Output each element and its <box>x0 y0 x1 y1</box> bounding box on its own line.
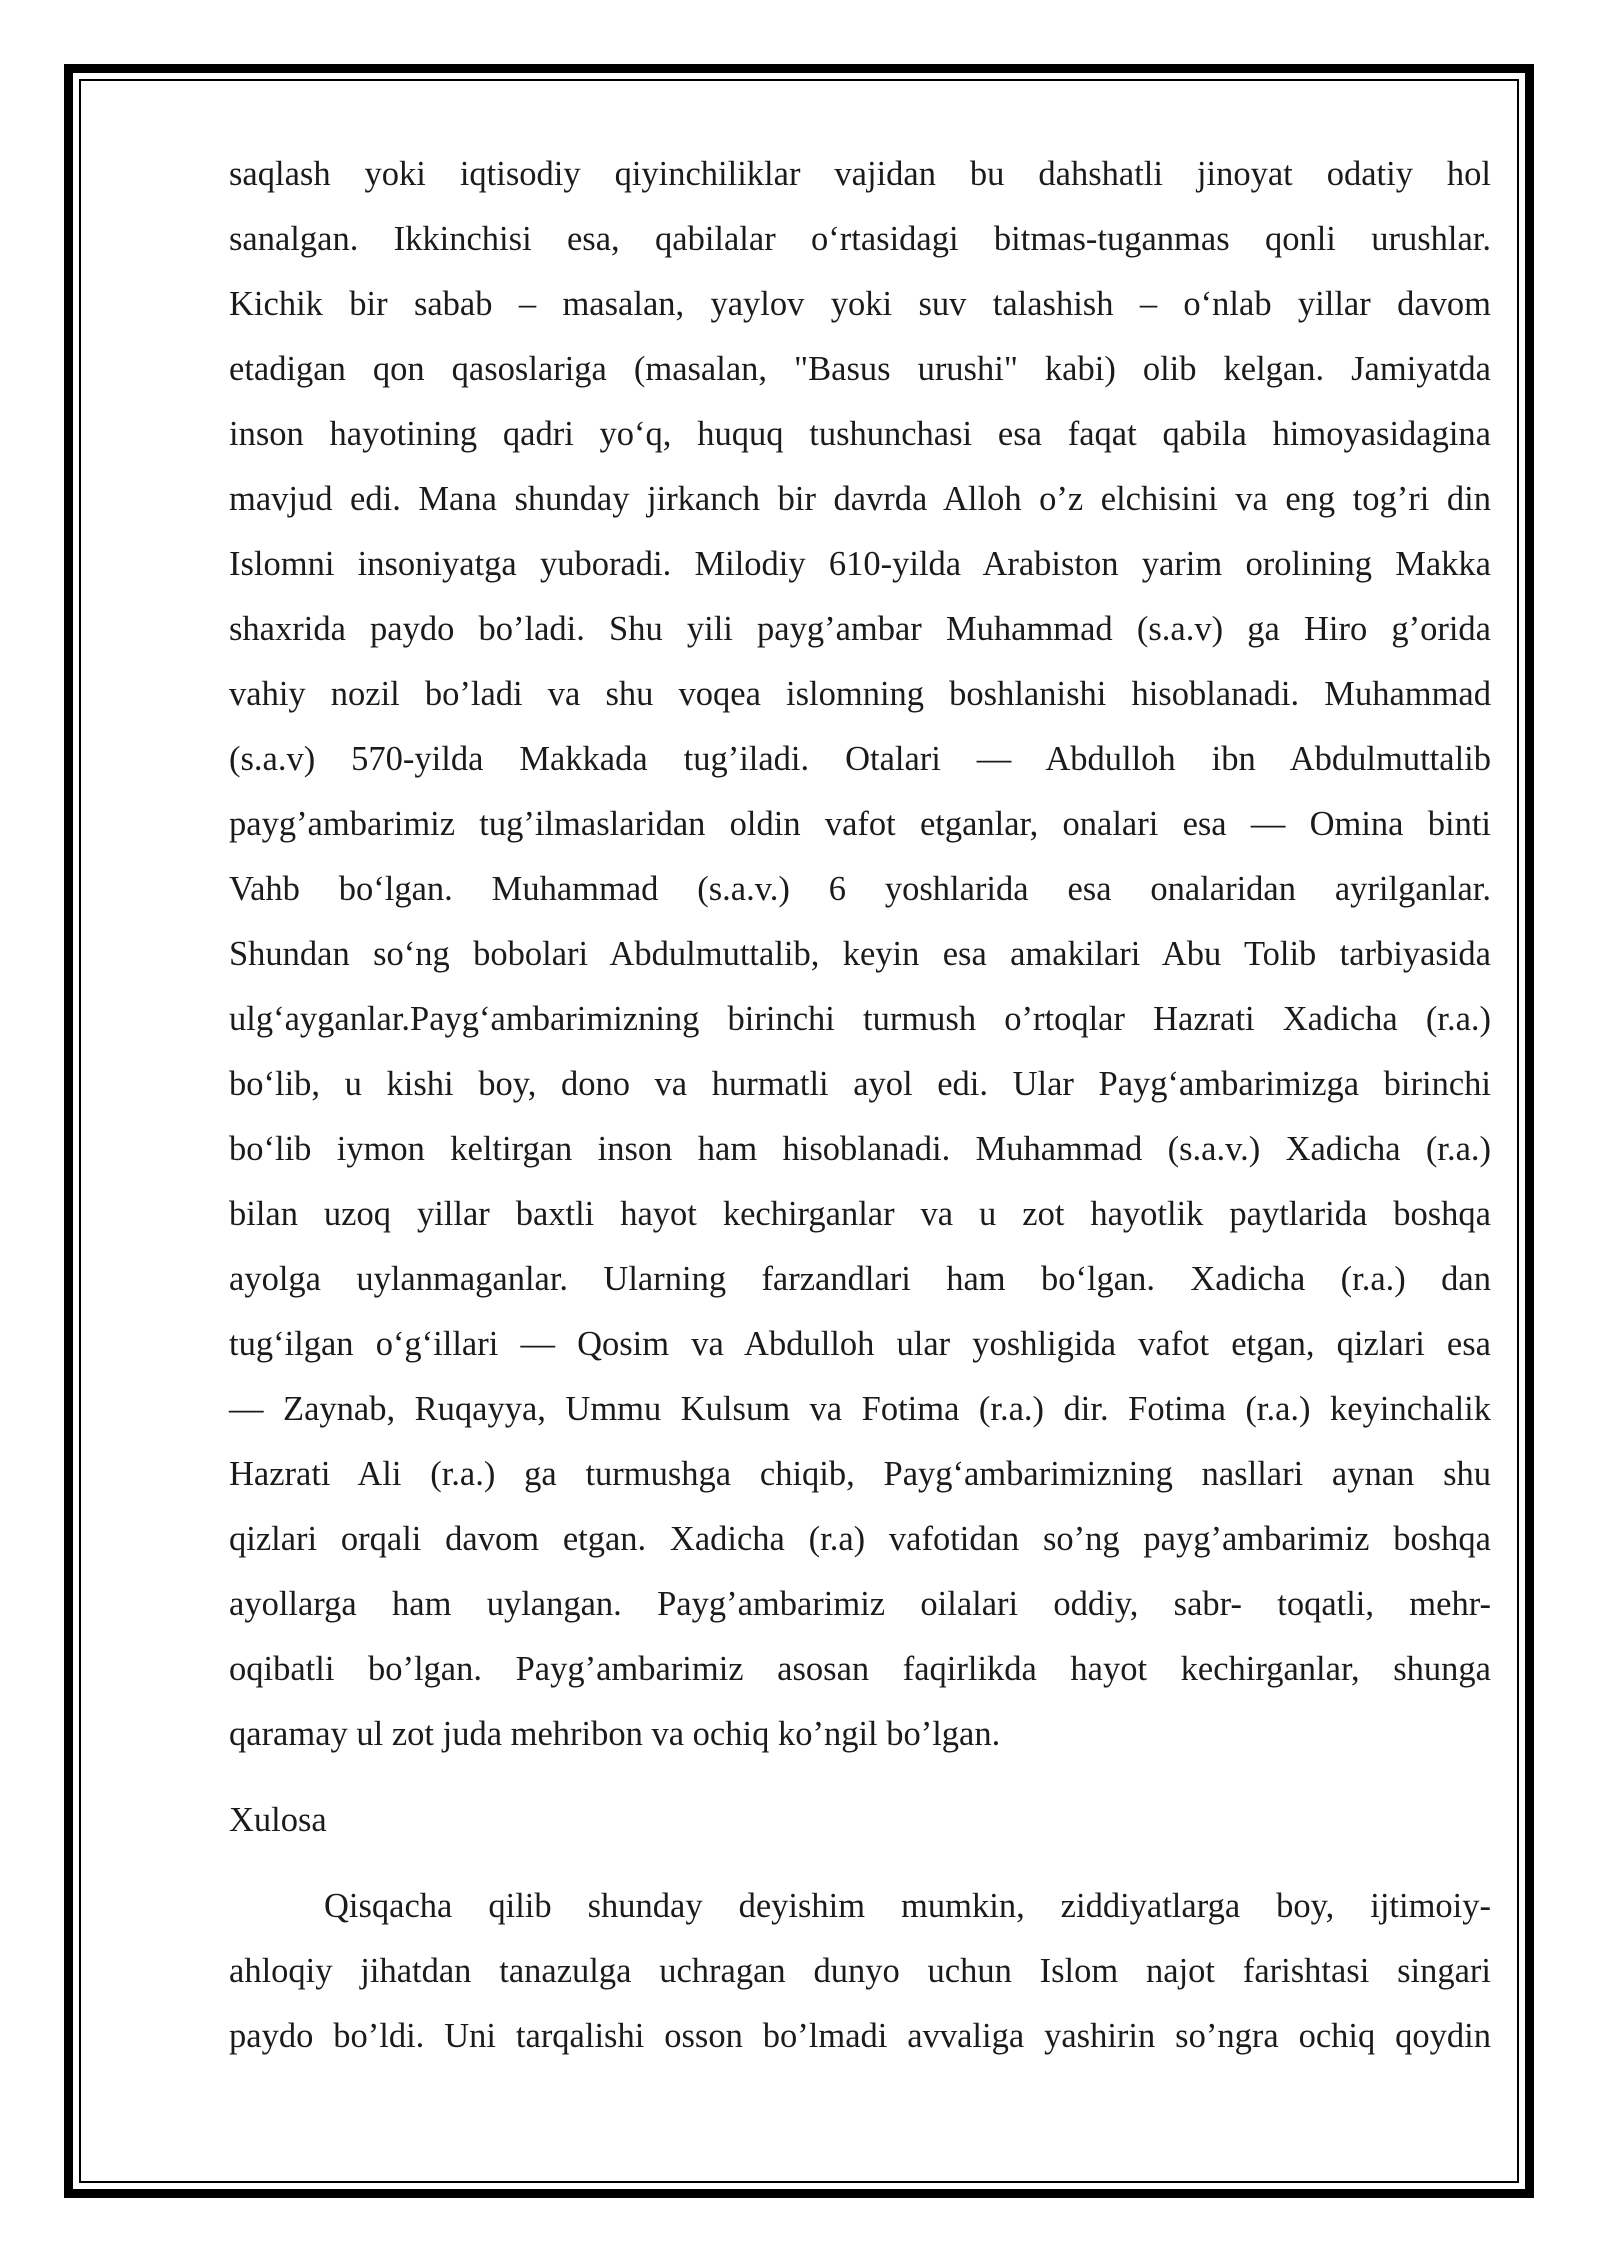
text-line: ulg‘ayganlar.Payg‘ambarimizning birinchi turmush o’rtoqlar Hazrati Xadicha (r.a.) <box>229 1000 1491 1038</box>
text-line: ayollarga ham uylangan. Payg’ambarimiz oilalari oddiy, sabr- toqatli, mehr- <box>229 1585 1491 1623</box>
conclusion-paragraph <box>229 1874 1491 2069</box>
section-heading: Xulosa <box>229 1801 327 1839</box>
text-line: Hazrati Ali (r.a.) ga turmushga chiqib, Payg‘ambarimizning nasllari aynan shu <box>229 1455 1491 1493</box>
text-line: oqibatli bo’lgan. Payg’ambarimiz asosan faqirlikda hayot kechirganlar, shunga <box>229 1650 1491 1688</box>
text-line: ahloqiy jihatdan tanazulga uchragan dunyo uchun Islom najot farishtasi singari <box>229 1952 1491 1990</box>
text-line: Kichik bir sabab – masalan, yaylov yoki suv talashish – o‘nlab yillar davom <box>229 285 1491 323</box>
text-line: bilan uzoq yillar baxtli hayot kechirganlar va u zot hayotlik paytlarida boshqa <box>229 1195 1491 1233</box>
text-line: inson hayotining qadri yo‘q, huquq tushunchasi esa faqat qabila himoyasidagina <box>229 415 1491 453</box>
text-line: shaxrida paydo bo’ladi. Shu yili payg’ambar Muhammad (s.a.v) ga Hiro g’orida <box>229 610 1491 648</box>
text-line: payg’ambarimiz tug’ilmaslaridan oldin vafot etganlar, onalari esa — Omina binti <box>229 805 1491 843</box>
text-line-last: qaramay ul zot juda mehribon va ochiq ko’ngil bo’lgan. <box>229 1715 1001 1753</box>
text-line: bo‘lib, u kishi boy, dono va hurmatli ayol edi. Ular Payg‘ambarimizga birinchi <box>229 1065 1491 1103</box>
text-line-first: Qisqacha qilib shunday deyishim mumkin, ziddiyatlarga boy, ijtimoiy- <box>324 1887 1491 1925</box>
body-paragraph <box>229 142 1491 1767</box>
text-line: (s.a.v) 570-yilda Makkada tug’iladi. Otalari — Abdulloh ibn Abdulmuttalib <box>229 740 1491 778</box>
document-body <box>229 142 1491 2069</box>
text-line: sanalgan. Ikkinchisi esa, qabilalar o‘rtasidagi bitmas-tuganmas qonli urushlar. <box>229 220 1491 258</box>
text-line: Vahb bo‘lgan. Muhammad (s.a.v.) 6 yoshlarida esa onalaridan ayrilganlar. <box>229 870 1491 908</box>
text-line: Shundan so‘ng bobolari Abdulmuttalib, keyin esa amakilari Abu Tolib tarbiyasida <box>229 935 1491 973</box>
text-line: saqlash yoki iqtisodiy qiyinchiliklar vajidan bu dahshatli jinoyat odatiy hol <box>229 155 1491 193</box>
text-line: bo‘lib iymon keltirgan inson ham hisoblanadi. Muhammad (s.a.v.) Xadicha (r.a.) <box>229 1130 1491 1168</box>
text-line: — Zaynab, Ruqayya, Ummu Kulsum va Fotima (r.a.) dir. Fotima (r.a.) keyinchalik <box>229 1390 1491 1428</box>
text-line: ayolga uylanmaganlar. Ularning farzandlari ham bo‘lgan. Xadicha (r.a.) dan <box>229 1260 1491 1298</box>
text-line: etadigan qon qasoslariga (masalan, "Basus urushi" kabi) olib kelgan. Jamiyatda <box>229 350 1491 388</box>
text-line: qizlari orqali davom etgan. Xadicha (r.a) vafotidan so’ng payg’ambarimiz boshqa <box>229 1520 1491 1558</box>
text-line: vahiy nozil bo’ladi va shu voqea islomning boshlanishi hisoblanadi. Muhammad <box>229 675 1491 713</box>
text-line: Islomni insoniyatga yuboradi. Milodiy 610-yilda Arabiston yarim orolining Makka <box>229 545 1491 583</box>
text-line: mavjud edi. Mana shunday jirkanch bir davrda Alloh o’z elchisini va eng tog’ri din <box>229 480 1491 518</box>
text-line: paydo bo’ldi. Uni tarqalishi osson bo’lmadi avvaliga yashirin so’ngra ochiq qoydin <box>229 2017 1491 2055</box>
text-line: tug‘ilgan o‘g‘illari — Qosim va Abdulloh ular yoshligida vafot etgan, qizlari esa <box>229 1325 1491 1363</box>
